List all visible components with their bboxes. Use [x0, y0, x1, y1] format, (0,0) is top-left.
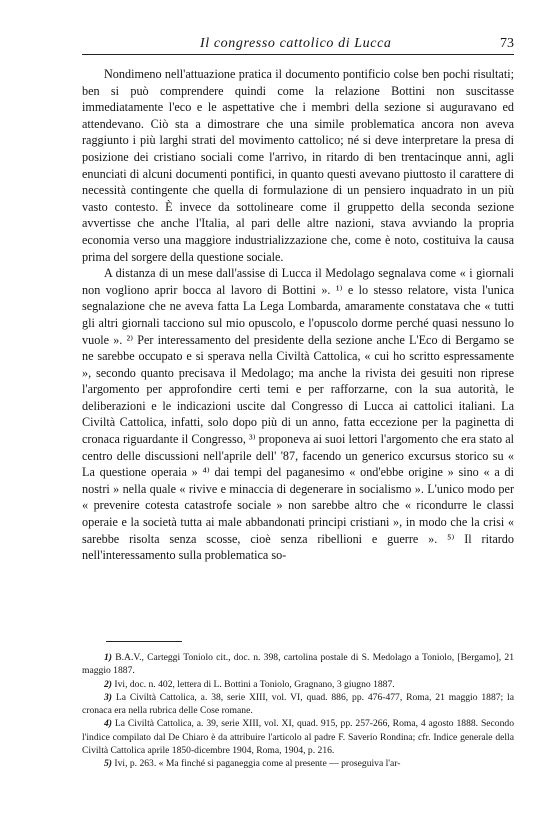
footnote: [82, 717, 514, 757]
body-paragraph: Nondimeno nell'attuazione pratica il documento pontificio colse ben pochi risultati; ben si può comprendere quindi come la relazione Bottini non suscitasse immediatamente l'eco e le aspettative che i membri della sezione si auguravano ed attendevano. Ciò sta a dimostrare che una simile problematica ancora non aveva raggiunto i più larghi strati del movimento cattolico; né si deve interpretare la presa di posizione dei cristiano sociali come l'arrivo, in ritardo di ben trentacinque anni, agli enunciati di alcuni documenti pontifici, in quanto questi avevano piuttosto il carattere di necessità contingente che quella di formulazione di un pensiero inquadrato in un più vasto contesto. È invece da sottolineare come il gruppetto della seconda sezione avvertisse che anche l'Italia, al pari delle altre nazioni, stava avviando la propria economia verso una maggiore industrializzazione che, come è noto, costituiva la causa prima del sorgere della questione sociale.: [82, 67, 514, 264]
footnote-text: La Civiltà Cattolica, a. 39, serie XIII, vol. XI, quad. 915, pp. 257-266, Roma, 4 agosto 1888. Secondo l'indice compilato dal De Chiaro è da attribuire l'articolo al padre F. Saverio Rondina; cfr. Indice generale della Civiltà Cattolica aprile 1850-dicembre 1904, Roma, 1904, p. 216.: [82, 718, 514, 757]
footnote-text: B.A.V., Carteggi Toniolo cit., doc. n. 398, cartolina postale di S. Medolago a Toniolo, [Bergamo], 21 maggio 1887.: [82, 652, 514, 677]
footnote-marker: 5): [104, 758, 112, 770]
footnote: [82, 678, 514, 691]
footnote: [82, 691, 514, 718]
footnote-text: La Civiltà Cattolica, a. 38, serie XIII, vol. VI, quad. 886, pp. 476-477, Roma, 21 maggio 1887; la cronaca era nella rubrica delle Cose romane.: [82, 691, 514, 717]
footnote-separator: [106, 641, 182, 642]
main-text: [82, 66, 514, 564]
footnote-marker: 3): [104, 691, 112, 703]
footnote-marker: 4): [104, 718, 112, 730]
footnote-text: Ivi, p. 263. « Ma finché si paganeggia come al presente — proseguiva l'ar-: [114, 758, 401, 770]
footnote-marker: 1): [104, 652, 112, 663]
footnote-text: Ivi, doc. n. 402, lettera di L. Bottini a Toniolo, Gragnano, 3 giugno 1887.: [114, 678, 395, 690]
running-header: [82, 36, 514, 55]
footnote: [82, 651, 514, 678]
footnotes: [82, 651, 514, 771]
footnote: [82, 757, 514, 770]
body-paragraph: A distanza di un mese dall'assise di Lucca il Medolago segnalava come « i giornali non vogliono aprir bocca al lavoro di Bottini ». ¹⁾ e lo stesso relatore, vista l'unica segnalazione che ne aveva fatta La Lega Lombarda, amaramente constatava che « tutti gli altri giornali tacciono sul mio opuscolo, e l'opuscolo dorme perché quasi nessuno lo vuole ». ²⁾ Per interessamento del presidente della sezione anche L'Eco di Bergamo se ne sarebbe occupato e si sperava nella Civiltà Cattolica, « cui ho scritto espressamente », secondo quanto precisava il Medolago; ma anche la rivista dei gesuiti non riprese l'argomento per approfondire certi temi e per rafforzarne, con la sua autorità, le deliberazioni e le indicazioni uscite dal Congresso di Lucca ai cattolici italiani. La Civiltà Cattolica, infatti, solo dopo più di un anno, fatta eccezione per la paginetta di cronaca riguardante il Congresso, ³⁾ proponeva ai suoi lettori l'argomento che era stato al centro delle discussioni nell'aprile dell' '87, facendo un generico excursus storico su « La questione operaia » ⁴⁾ dai tempi del paganesimo « ond'ebbe origine » sino « a di nostri » nella quale « rivive e minaccia di degenerare in socialismo ». L'unico modo per « prevenire cotesta catastrofe sociale » non sarebbe altro che « ricondurre le classi operaie e la società tutta ai male abbandonati principi cristiani », in modo che la crisi « sarebbe risolta senza scosse, cioè senza ribellioni e guerre ». ⁵⁾ Il ritardo nell'interessamento sulla problematica so-: [82, 266, 514, 563]
page-number: 73: [500, 36, 514, 51]
running-title: Il congresso cattolico di Lucca: [200, 36, 392, 51]
footnote-marker: 2): [104, 678, 112, 690]
